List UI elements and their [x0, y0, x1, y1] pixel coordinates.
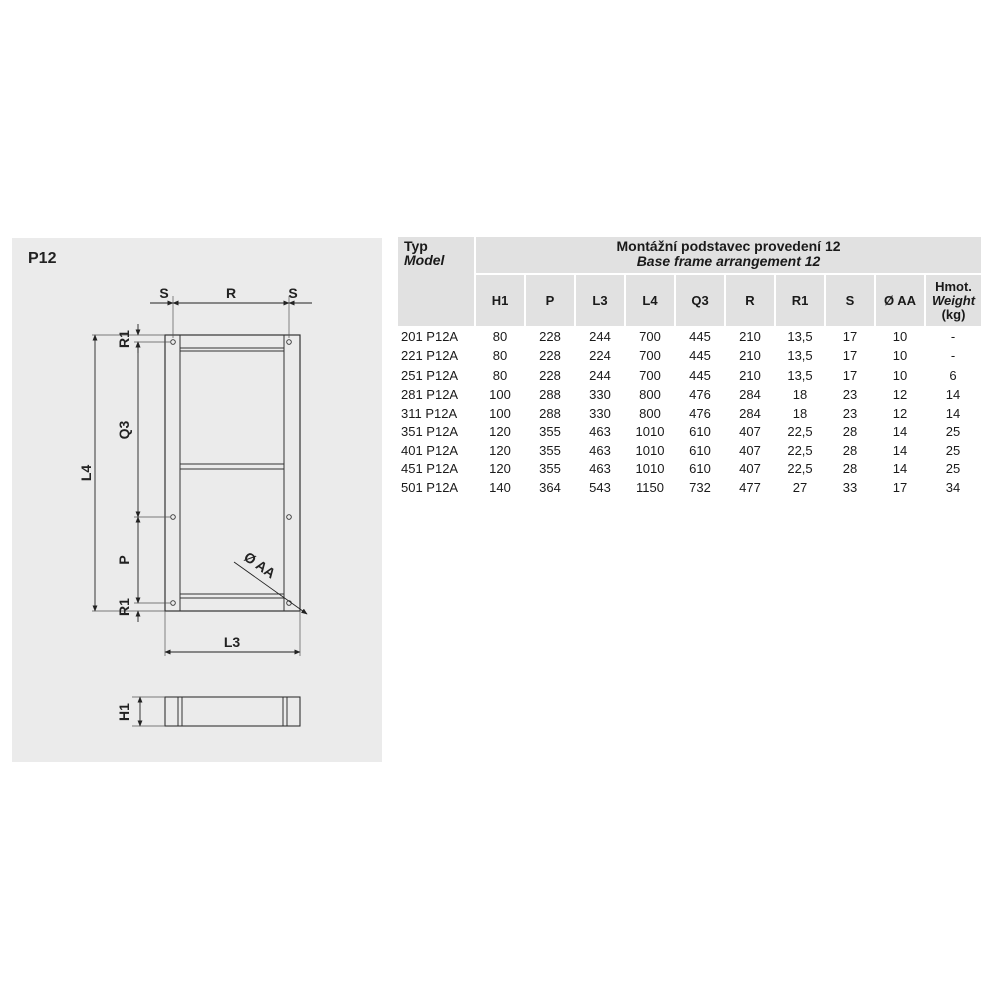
- value-cell: 13,5: [787, 368, 813, 384]
- value-cell: 800: [639, 387, 661, 403]
- label-s-left: S: [159, 285, 169, 301]
- table-row: [398, 423, 981, 442]
- table-row: [398, 326, 981, 347]
- drawing-panel: [12, 238, 382, 762]
- value-cell: 140: [489, 480, 511, 496]
- table-row: [398, 442, 981, 461]
- value-cell: 27: [792, 480, 808, 496]
- bottom-crossbar: [180, 594, 284, 598]
- table-row: [398, 479, 981, 498]
- table-row: [398, 347, 981, 366]
- value-cell: 28: [842, 461, 858, 477]
- typ-model-header: [398, 237, 475, 274]
- value-cell: 80: [492, 368, 508, 384]
- value-cell: 14: [892, 424, 908, 440]
- value-cell: 284: [739, 387, 761, 403]
- value-cell: 14: [892, 442, 908, 458]
- value-cell: 463: [589, 442, 611, 458]
- value-cell: 407: [739, 461, 761, 477]
- model-cell: 281 P12A: [401, 387, 459, 403]
- value-cell: 445: [689, 368, 711, 384]
- label-q3: Q3: [116, 420, 132, 440]
- col-header-l3: L3: [575, 274, 625, 326]
- model-cell: 351 P12A: [401, 424, 459, 440]
- middle-crossbar: [180, 464, 284, 469]
- value-cell: 445: [689, 347, 711, 363]
- value-cell: 23: [842, 405, 858, 421]
- spec-table: [398, 237, 981, 497]
- value-cell: 210: [739, 329, 761, 345]
- value-cell: 610: [689, 442, 711, 458]
- model-cell: 401 P12A: [401, 442, 459, 458]
- col-header-l4: L4: [625, 274, 675, 326]
- value-cell: 210: [739, 347, 761, 363]
- weight-label-cz: Hmot.: [935, 278, 972, 294]
- model-cell: 251 P12A: [401, 368, 459, 384]
- value-cell: 12: [892, 387, 908, 403]
- model-cell: 201 P12A: [401, 329, 459, 345]
- typ-label: Typ: [404, 238, 428, 254]
- weight-unit: (kg): [941, 306, 966, 322]
- model-cell: 451 P12A: [401, 461, 459, 477]
- value-cell: 18: [792, 387, 808, 403]
- value-cell: 13,5: [787, 329, 813, 345]
- value-cell: 100: [489, 405, 511, 421]
- value-cell: 244: [589, 329, 611, 345]
- typ-header-spacer: [398, 274, 475, 326]
- value-cell: 17: [892, 480, 908, 496]
- base-frame-drawing: [12, 238, 382, 762]
- value-cell: 1010: [635, 461, 665, 477]
- col-header-q3: Q3: [675, 274, 725, 326]
- value-cell: 17: [842, 368, 858, 384]
- col-header-p: P: [525, 274, 575, 326]
- value-cell: 22,5: [787, 442, 813, 458]
- value-cell: 244: [589, 368, 611, 384]
- value-cell: 463: [589, 461, 611, 477]
- value-cell: 23: [842, 387, 858, 403]
- value-cell: 355: [539, 424, 561, 440]
- model-label: Model: [404, 252, 445, 268]
- value-cell: 12: [892, 405, 908, 421]
- model-cell: 311 P12A: [401, 405, 458, 421]
- hole: [171, 340, 176, 345]
- value-cell: 25: [945, 424, 961, 440]
- value-cell: 228: [539, 347, 561, 363]
- col-header-h1: H1: [475, 274, 525, 326]
- value-cell: 120: [489, 461, 511, 477]
- table-row: [398, 365, 981, 386]
- value-cell: 6: [949, 368, 957, 384]
- value-cell: 10: [892, 347, 908, 363]
- col-header-weight: [925, 274, 981, 326]
- value-cell: 14: [945, 405, 961, 421]
- value-cell: 210: [739, 368, 761, 384]
- value-cell: 364: [539, 480, 561, 496]
- value-cell: 80: [492, 347, 508, 363]
- value-cell: 22,5: [787, 461, 813, 477]
- col-header-s: S: [825, 274, 875, 326]
- label-h1: H1: [116, 703, 132, 721]
- value-cell: 700: [639, 347, 661, 363]
- group-title-cz: Montážní podstavec provedení 12: [616, 238, 841, 254]
- value-cell: 22,5: [787, 424, 813, 440]
- value-cell: 1150: [636, 480, 664, 496]
- value-cell: 33: [842, 480, 858, 496]
- label-aa: Ø AA: [241, 548, 279, 582]
- value-cell: 355: [539, 461, 561, 477]
- hole: [171, 515, 176, 520]
- value-cell: 120: [489, 424, 511, 440]
- value-cell: 18: [792, 405, 808, 421]
- label-r: R: [225, 285, 237, 301]
- value-cell: 700: [639, 329, 661, 345]
- value-cell: 463: [589, 424, 611, 440]
- value-cell: 1010: [635, 424, 665, 440]
- label-r1-top: R1: [116, 330, 132, 348]
- value-cell: 288: [539, 387, 561, 403]
- table-row: [398, 460, 981, 479]
- frame-outline: [165, 335, 300, 611]
- value-cell: 330: [589, 405, 611, 421]
- value-cell: 34: [945, 480, 961, 496]
- table-row: [398, 386, 981, 405]
- hole: [287, 340, 292, 345]
- value-cell: 284: [739, 405, 761, 421]
- value-cell: 10: [892, 329, 908, 345]
- label-l3: L3: [223, 634, 241, 650]
- value-cell: 14: [892, 461, 908, 477]
- value-cell: 14: [945, 387, 961, 403]
- value-cell: 224: [589, 347, 611, 363]
- value-cell: 1010: [635, 442, 665, 458]
- value-cell: 355: [539, 442, 561, 458]
- value-cell: 800: [639, 405, 661, 421]
- label-r1-bottom: R1: [116, 598, 132, 616]
- label-l4: L4: [78, 464, 94, 482]
- group-title-en: Base frame arrangement 12: [636, 253, 821, 269]
- side-view-outline: [165, 697, 300, 726]
- value-cell: 28: [842, 424, 858, 440]
- value-cell: 100: [489, 387, 511, 403]
- value-cell: 476: [689, 387, 711, 403]
- table-row: [398, 404, 981, 423]
- value-cell: 13,5: [787, 347, 813, 363]
- col-header-aa: Ø AA: [875, 274, 925, 326]
- group-header: [475, 237, 981, 274]
- value-cell: 228: [539, 329, 561, 345]
- value-cell: 330: [589, 387, 611, 403]
- label-s-right: S: [288, 285, 298, 301]
- top-crossbar: [180, 348, 284, 351]
- column-header-row: [398, 274, 981, 326]
- value-cell: 10: [892, 368, 908, 384]
- value-cell: 120: [489, 442, 511, 458]
- value-cell: 17: [842, 329, 858, 345]
- value-cell: 228: [539, 368, 561, 384]
- value-cell: 80: [492, 329, 508, 345]
- model-cell: 221 P12A: [401, 347, 459, 363]
- hole: [171, 601, 176, 606]
- weight-label-en: Weight: [931, 292, 976, 308]
- col-header-r: R: [725, 274, 775, 326]
- value-cell: 288: [539, 405, 561, 421]
- value-cell: 17: [842, 347, 858, 363]
- model-cell: 501 P12A: [401, 480, 459, 496]
- value-cell: 445: [689, 329, 711, 345]
- col-header-r1: R1: [775, 274, 825, 326]
- value-cell: 543: [589, 480, 611, 496]
- table-body: [398, 326, 981, 497]
- value-cell: 25: [945, 461, 961, 477]
- value-cell: 476: [689, 405, 711, 421]
- value-cell: 477: [739, 480, 761, 496]
- value-cell: 732: [689, 480, 711, 496]
- value-cell: -: [950, 347, 956, 363]
- value-cell: 25: [945, 442, 961, 458]
- value-cell: 407: [739, 442, 761, 458]
- value-cell: 700: [639, 368, 661, 384]
- value-cell: 610: [689, 424, 711, 440]
- value-cell: 28: [842, 442, 858, 458]
- hole: [287, 515, 292, 520]
- value-cell: 407: [739, 424, 761, 440]
- drawing-title: P12: [28, 250, 57, 267]
- value-cell: 610: [689, 461, 711, 477]
- value-cell: -: [950, 329, 956, 345]
- label-p: P: [116, 555, 132, 565]
